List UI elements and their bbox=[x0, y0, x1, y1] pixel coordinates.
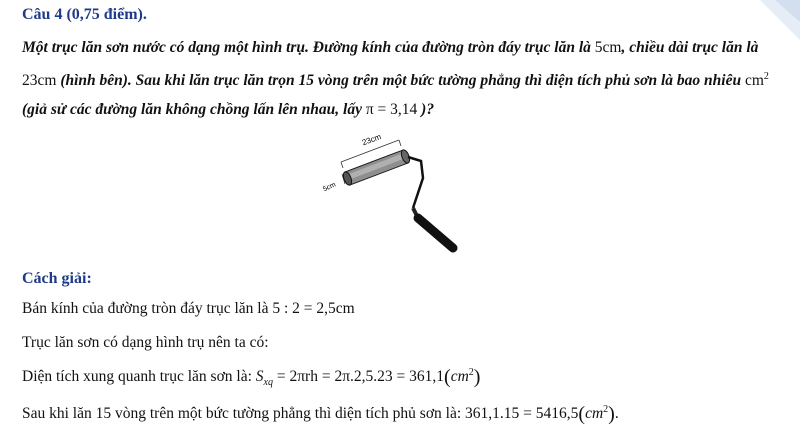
solution-total-area: 361,1.15 = 5416,5 bbox=[465, 405, 579, 422]
solution-line-3: Diện tích xung quanh trục lăn sơn là: $S_{xq} = 2\pi rh = 2\pi.2,5.23 = 361,1(cm^2)$ bbox=[22, 366, 481, 389]
question-text-part2: , chiều dài trục lăn là bbox=[621, 39, 759, 56]
solution-line1-text: Bán kính của đường tròn đáy trục lăn là bbox=[22, 300, 273, 317]
solution-radius: 5 : 2 = 2,5cm bbox=[272, 300, 355, 317]
question-text-part1: Một trục lăn sơn nước có dạng một hình trụ. Đường kính của đường tròn đáy trục lăn là bbox=[22, 39, 595, 56]
figure-length-label: 23cm bbox=[360, 132, 383, 148]
solution-heading: Cách giải: bbox=[22, 270, 92, 287]
area-unit: cm bbox=[744, 72, 764, 90]
question-text: Một trục lăn sơn nước có dạng một hình trụ. Đường kính của đường tròn đáy trục lăn là 5cm, chiều dài trục lăn là 23cm (hình bên). Sau khi lăn trục lăn trọn 15 vòng trên một bức tường phẳng thì diện tích phủ sơn là bao nhiêu $cm^2$ (giả sử các đường lăn không chồng lấn lên nhau, lấy π = 3,14 )? bbox=[22, 39, 769, 119]
pi-value: π = 3,14 bbox=[365, 101, 418, 119]
paint-roller-figure bbox=[305, 126, 475, 256]
question-text-part4: (giả sử các đường lăn không chồng lấn lên nhau, lấy bbox=[22, 101, 366, 119]
question-text-part5: )? bbox=[417, 101, 435, 119]
roller-handle bbox=[408, 157, 453, 248]
roller-cylinder bbox=[342, 149, 412, 187]
diameter-value: 5cm bbox=[594, 39, 622, 56]
solution-line4-text: Sau khi lăn 15 vòng trên một bức tường phẳng thì diện tích phủ sơn là: bbox=[22, 405, 466, 422]
solution-line4-unit: cm bbox=[585, 405, 604, 422]
question-title: Câu 4 (0,75 điểm). bbox=[22, 6, 147, 23]
length-value: 23cm bbox=[22, 72, 57, 90]
figure-diameter-label: 5cm bbox=[322, 181, 338, 194]
question-text-part3: (hình bên). Sau khi lăn trục lăn trọn 15 vòng trên một bức tường phẳng thì diện tích phủ sơn là bao nhiêu bbox=[56, 72, 745, 90]
solution-line-1 bbox=[22, 300, 355, 318]
solution-lateral-area: = 2πrh = 2π.2,5.23 = 361,1 bbox=[276, 368, 445, 385]
solution-line3-unit: cm bbox=[450, 368, 469, 385]
solution-line3-text: Diện tích xung quanh trục lăn sơn là: bbox=[22, 368, 256, 385]
solution-line-4: Sau khi lăn 15 vòng trên một bức tường phẳng thì diện tích phủ sơn là: $361,1.15 = 5416,5(cm^2)$. bbox=[22, 403, 619, 425]
solution-line-2: Trục lăn sơn có dạng hình trụ nên ta có: bbox=[22, 334, 269, 351]
